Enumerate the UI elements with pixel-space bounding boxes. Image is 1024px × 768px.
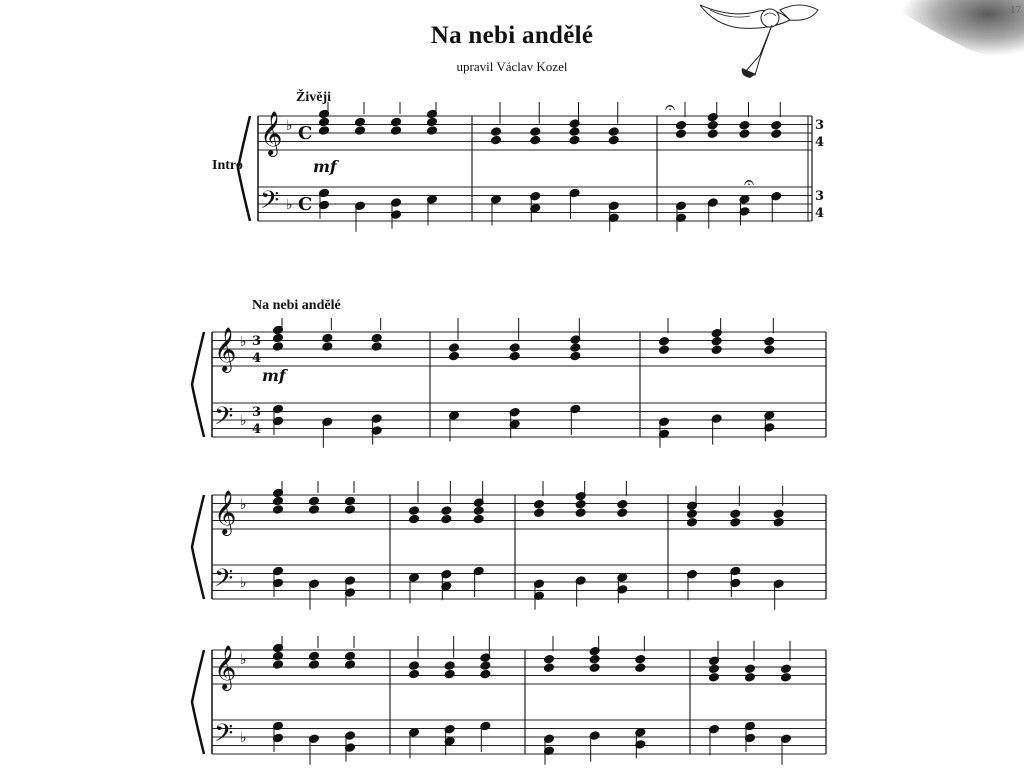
treble-clef-icon: 𝄞: [214, 327, 237, 371]
notehead: [617, 508, 628, 518]
notehead: [570, 343, 581, 353]
song-title: Na nebi andělé: [430, 22, 594, 49]
fermata-icon: 𝄐: [665, 97, 676, 118]
notehead: [608, 127, 619, 137]
notehead: [617, 499, 628, 509]
notehead: [345, 651, 356, 661]
notehead: [309, 660, 320, 670]
notehead: [491, 127, 502, 137]
notehead: [570, 351, 581, 361]
time-sig-common: C: [298, 123, 313, 144]
intro-end-ts-den: 4: [815, 206, 825, 221]
treble-clef-icon: 𝄞: [260, 111, 283, 155]
notehead: [449, 351, 460, 361]
notehead: [449, 343, 460, 353]
notehead: [273, 660, 284, 670]
notehead: [781, 673, 792, 683]
notehead: [530, 135, 541, 145]
notehead: [355, 117, 366, 127]
notehead: [273, 651, 284, 661]
notehead: [491, 135, 502, 145]
key-flat-icon: ♭: [240, 730, 247, 746]
arranger-credit: upravil Václav Kozel: [456, 59, 568, 74]
bass-clef-icon: 𝄢: [214, 402, 234, 437]
notehead: [309, 505, 320, 515]
intro-end-ts-den: 4: [815, 135, 825, 150]
notehead: [409, 506, 420, 516]
notehead: [534, 508, 545, 518]
fermata-icon: 𝄐: [744, 172, 755, 193]
key-flat-icon: ♭: [286, 118, 293, 134]
notehead: [391, 126, 402, 136]
notehead: [534, 499, 545, 509]
notehead: [273, 496, 284, 506]
key-flat-icon: ♭: [240, 413, 247, 429]
key-flat-icon: ♭: [240, 652, 247, 668]
notehead: [441, 506, 452, 516]
notehead: [409, 669, 420, 679]
notehead: [391, 117, 402, 127]
intro-end-ts-num: 3: [815, 118, 825, 133]
time-sig-num: 3: [252, 334, 262, 349]
key-flat-icon: ♭: [240, 497, 247, 513]
notehead: [575, 499, 586, 509]
notehead: [530, 127, 541, 137]
treble-clef-icon: 𝄞: [214, 645, 237, 689]
notehead: [371, 342, 382, 352]
notehead: [730, 509, 741, 519]
notehead: [569, 135, 580, 145]
notehead: [509, 351, 520, 361]
intro-end-ts-num: 3: [815, 189, 825, 204]
bass-clef-icon: 𝄢: [214, 719, 234, 754]
notehead: [544, 663, 555, 673]
notehead: [687, 518, 698, 528]
notehead: [569, 127, 580, 137]
notehead: [544, 654, 555, 664]
notehead: [409, 661, 420, 671]
notehead: [319, 126, 330, 136]
notehead: [608, 135, 619, 145]
notehead: [589, 663, 600, 673]
notehead: [764, 336, 775, 346]
notehead: [509, 343, 520, 353]
notehead: [773, 518, 784, 528]
time-sig-common: C: [298, 194, 313, 215]
notehead: [711, 336, 722, 346]
notehead: [444, 669, 455, 679]
notehead: [473, 506, 484, 516]
notehead: [273, 333, 284, 343]
notehead: [773, 509, 784, 519]
notehead: [273, 505, 284, 515]
notehead: [745, 673, 756, 683]
notehead: [635, 654, 646, 664]
notehead: [427, 126, 438, 136]
notehead: [707, 129, 718, 139]
notehead: [319, 117, 330, 127]
notehead: [676, 120, 687, 130]
notehead: [371, 333, 382, 343]
song-dynamic: mf: [262, 366, 286, 385]
notehead: [739, 129, 750, 139]
notehead: [739, 120, 750, 130]
notehead: [575, 508, 586, 518]
key-flat-icon: ♭: [240, 334, 247, 350]
notehead: [730, 518, 741, 528]
time-sig-den: 4: [252, 422, 262, 437]
notehead: [480, 669, 491, 679]
key-flat-icon: ♭: [286, 197, 293, 213]
section-heading: Na nebi andělé: [252, 298, 341, 313]
notehead: [345, 505, 356, 515]
bass-clef-icon: 𝄢: [214, 564, 234, 599]
notehead: [441, 514, 452, 524]
notehead: [711, 345, 722, 355]
notehead: [745, 664, 756, 674]
notehead: [781, 664, 792, 674]
system-1-brace: [192, 332, 204, 437]
notehead: [709, 664, 720, 674]
notehead: [409, 514, 420, 524]
notehead: [322, 333, 333, 343]
notehead: [659, 336, 670, 346]
intro-dynamic: mf: [313, 157, 337, 176]
notehead: [355, 126, 366, 136]
notehead: [635, 663, 646, 673]
notehead: [345, 496, 356, 506]
intro-label: Intro: [212, 158, 243, 173]
system-3-brace: [192, 650, 204, 754]
notehead: [473, 514, 484, 524]
notehead: [427, 117, 438, 127]
notehead: [764, 345, 775, 355]
notehead: [771, 120, 782, 130]
notehead: [273, 342, 284, 352]
notehead: [444, 661, 455, 671]
tempo-marking: Živěji: [296, 90, 331, 105]
notehead: [309, 651, 320, 661]
system-2-brace: [192, 495, 204, 599]
notehead: [659, 345, 670, 355]
bass-clef-icon: 𝄢: [260, 186, 280, 221]
intro-brace: [238, 116, 250, 221]
notehead: [309, 496, 320, 506]
notehead: [709, 673, 720, 683]
notehead: [676, 129, 687, 139]
notehead: [687, 509, 698, 519]
treble-clef-icon: 𝄞: [214, 490, 237, 534]
time-sig-den: 4: [252, 351, 262, 366]
notehead: [345, 660, 356, 670]
time-sig-num: 3: [252, 405, 262, 420]
notehead: [589, 654, 600, 664]
notehead: [707, 120, 718, 130]
notehead: [771, 129, 782, 139]
notehead: [322, 342, 333, 352]
notehead: [480, 661, 491, 671]
key-flat-icon: ♭: [240, 575, 247, 591]
